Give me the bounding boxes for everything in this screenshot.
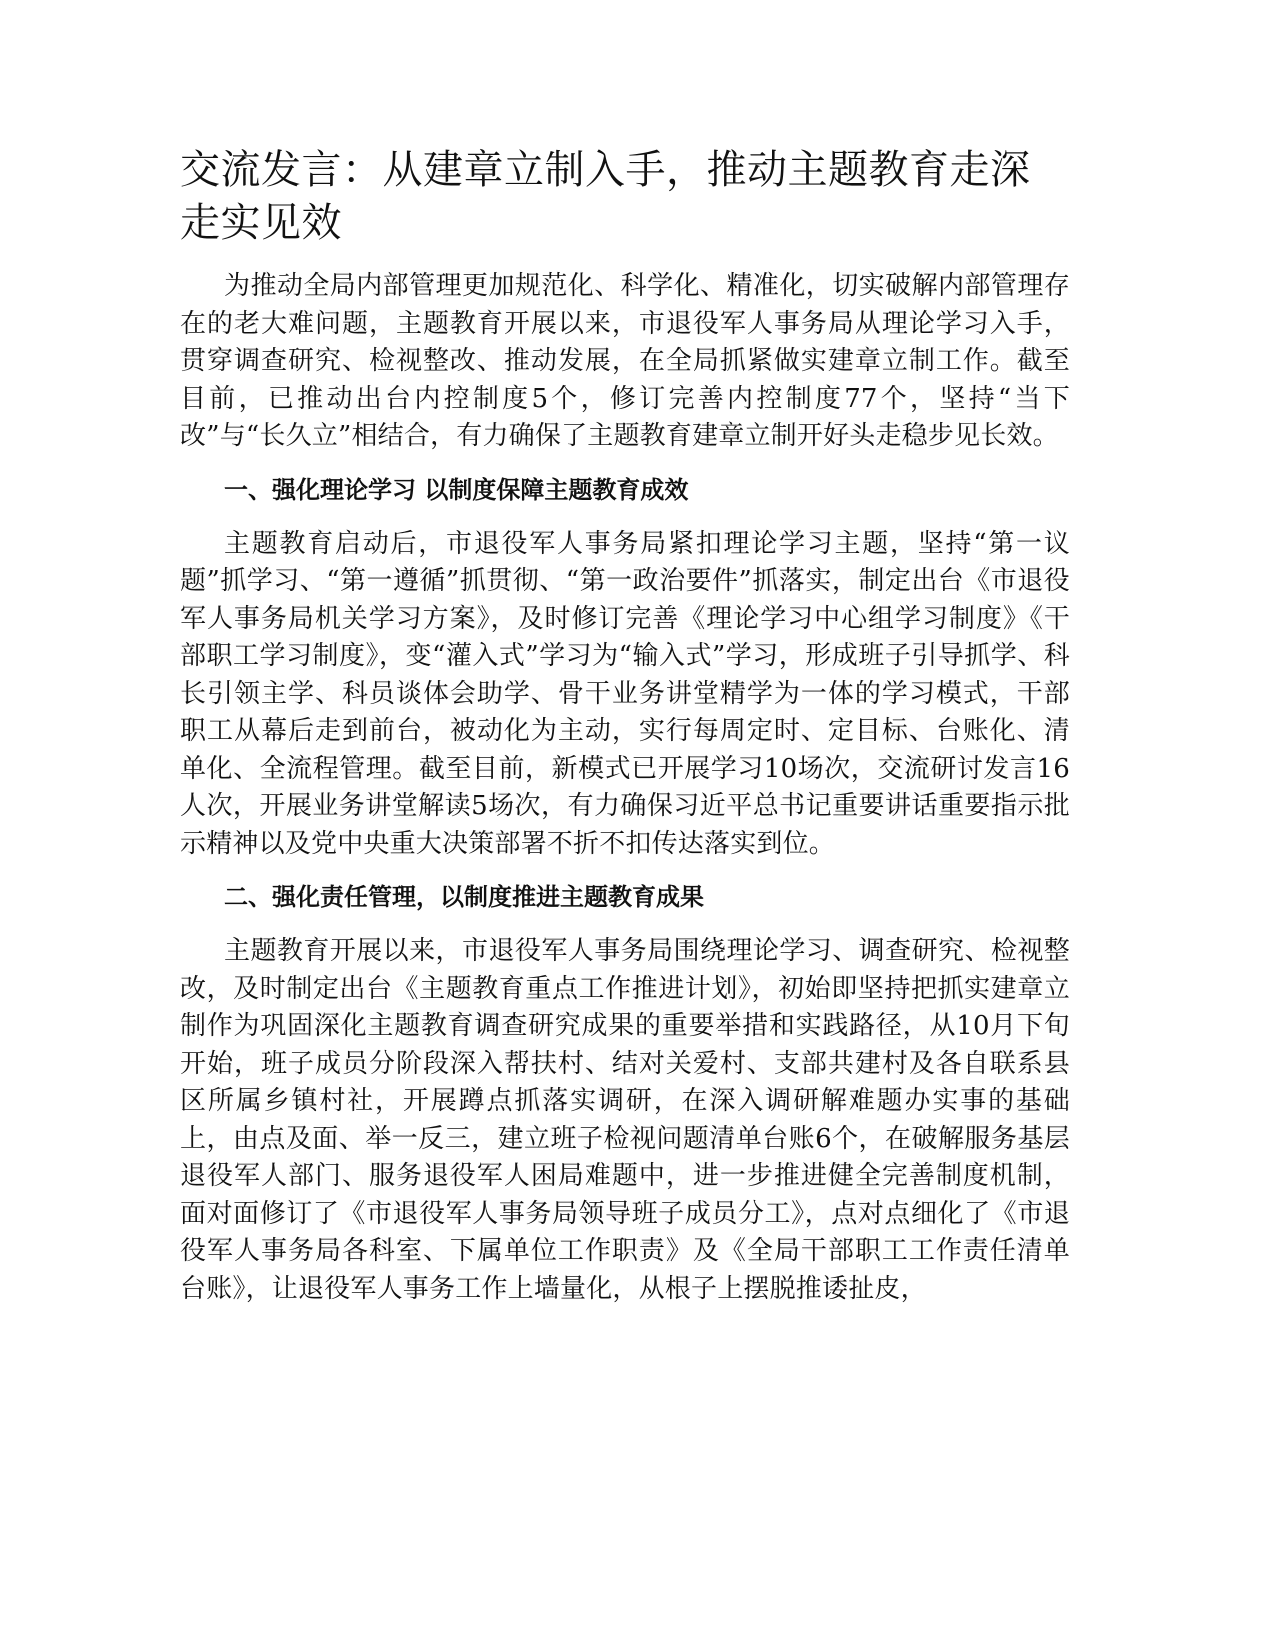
section-1-heading: 一、强化理论学习 以制度保障主题教育成效 [224,475,689,504]
document-title: 交流发言：从建章立制入手，推动主题教育走深走实见效 [180,147,1031,246]
section-1-paragraph: 主题教育启动后，市退役军人事务局紧扣理论学习主题，坚持“第一议题”抓学习、“第一遵循”抓贯彻、“第一政治要件”抓落实，制定出台《市退役军人事务局机关学习方案》，及时修订完善《理论学习中心组学习制度》《干部职工学习制度》，变“灌入式”学习为“输入式”学习，形成班子引导抓学、科长引领主学、科员谈体会助学、骨干业务讲堂精学为一体的学习模式，干部职工从幕后走到前台，被动化为主动，实行每周定时、定目标、台账化、清单化、全流程管理。截至目前，新模式已开展学习10场次，交流研讨发言16人次，开展业务讲堂解读5场次，有力确保习近平总书记重要讲话重要指示批示精神以及党中央重大决策部署不折不扣传达落实到位。 [180,528,1070,859]
section-2-paragraph: 主题教育开展以来，市退役军人事务局围绕理论学习、调查研究、检视整改，及时制定出台《主题教育重点工作推进计划》，初始即坚持把抓实建章立制作为巩固深化主题教育调查研究成果的重要举措和实践路径，从10月下旬开始，班子成员分阶段深入帮扶村、结对关爱村、支部共建村及各自联系县区所属乡镇村社，开展蹲点抓落实调研，在深入调研解难题办实事的基础上，由点及面、举一反三，建立班子检视问题清单台账6个，在破解服务基层退役军人部门、服务退役军人困局难题中，进一步推进健全完善制度机制，面对面修订了《市退役军人事务局领导班子成员分工》，点对点细化了《市退役军人事务局各科室、下属单位工作职责》及《全局干部职工工作责任清单台账》，让退役军人事务工作上墙量化，从根子上摆脱推诿扯皮， [180,936,1070,1304]
section-2-heading: 二、强化责任管理，以制度推进主题教育成果 [224,883,704,911]
intro-paragraph: 为推动全局内部管理更加规范化、科学化、精准化，切实破解内部管理存在的老大难问题，主题教育开展以来，市退役军人事务局从理论学习入手，贯穿调查研究、检视整改、推动发展，在全局抓紧做实建章立制工作。截至目前，已推动出台内控制度5个，修订完善内控制度77个，坚持“当下改”与“长久立”相结合，有力确保了主题教育建章立制开好头走稳步见长效。 [180,271,1070,451]
document-page [180,144,1070,1308]
